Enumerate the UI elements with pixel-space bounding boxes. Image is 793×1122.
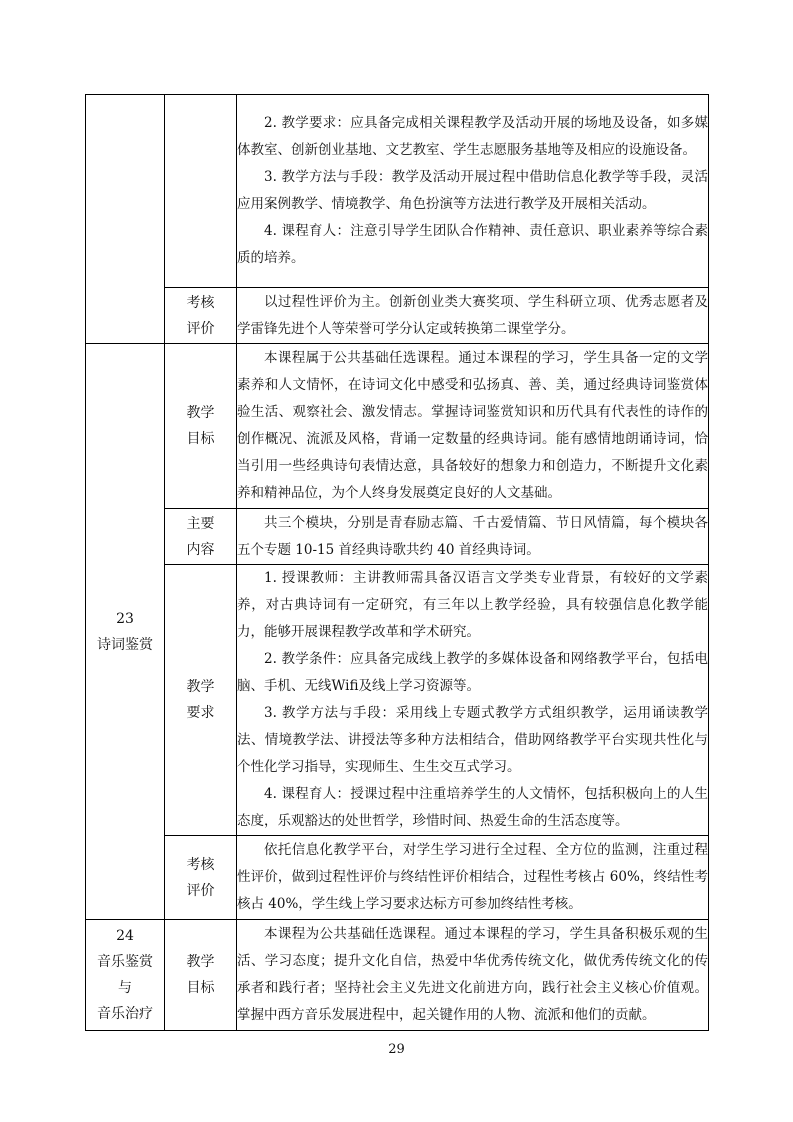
paragraph: 共三个模块，分别是青春励志篇、千古爱情篇、节日风情篇，每个模块各五个专题 10-15 首经典诗歌共约 40 首经典诗词。 <box>237 514 708 558</box>
paragraph: 本课程属于公共基础任选课程。通过本课程的学习，学生具备一定的文学素养和人文情怀，在诗词文化中感受和弘扬真、善、美，通过经典诗词鉴赏体验生活、观察社会、激发情志。掌握诗词鉴赏知识和历代具有代表性的诗作的创作概况、流派及风格，背诵一定数量的经典诗词。能有感情地朗诵诗词，恰当引用一些经典诗句表情达意，具备较好的想象力和创造力，不断提升文化素养和精神品位，为个人终身发展奠定良好的人文基础。 <box>237 350 708 501</box>
paragraph: 3. 教学方法与手段：教学及活动开展过程中借助信息化教学等手段，灵活应用案例教学、情境教学、角色扮演等方法进行教学及开展相关活动。 <box>237 169 708 212</box>
paragraph: 4. 课程育人：注意引导学生团队合作精神、责任意识、职业素养等综合素质的培养。 <box>237 223 708 266</box>
content-cell <box>237 509 709 565</box>
content-cell <box>237 565 709 836</box>
paragraph: 2. 教学条件：应具备完成线上教学的多媒体设备和网络教学平台，包括电脑、手机、无线Wifi及线上学习资源等。 <box>237 651 708 694</box>
label-text: 评价 <box>186 882 215 899</box>
label-cell <box>165 95 237 288</box>
content-cell <box>237 920 709 1031</box>
content-cell <box>237 288 709 344</box>
course-name-line: 与 <box>118 980 132 996</box>
label-text: 评价 <box>186 320 215 337</box>
label-cell <box>165 920 237 1031</box>
course-number: 23 <box>116 610 134 627</box>
label-text: 考核 <box>186 294 215 311</box>
label-text: 考核 <box>186 856 215 873</box>
label-cell <box>165 836 237 920</box>
content-cell <box>237 836 709 920</box>
content-cell <box>237 95 709 288</box>
course-name-line: 音乐鉴赏 <box>97 954 153 970</box>
table-row <box>86 920 709 1031</box>
paragraph: 4. 课程育人：授课过程中注重培养学生的人文情怀，包括积极向上的人生态度，乐观豁达的处世哲学，珍惜时间、热爱生命的生活态度等。 <box>237 786 708 829</box>
paragraph: 1. 授课教师：主讲教师需具备汉语言文学类专业背景，有较好的文学素养，对古典诗词有一定研究，有三年以上教学经验，具有较强信息化教学能力，能够开展课程教学改革和学术研究。 <box>237 570 708 640</box>
page-number: 29 <box>388 1042 405 1057</box>
paragraph: 依托信息化教学平台，对学生学习进行全过程、全方位的监测，注重过程性评价，做到过程性评价与终结性评价相结合，过程性考核占 60%，终结性考核占 40%，学生线上学习要求达标方可参加终结性考核。 <box>237 842 708 912</box>
label-cell <box>165 288 237 344</box>
label-cell <box>165 509 237 565</box>
course-name-line: 音乐治疗 <box>97 1006 153 1022</box>
label-text: 目标 <box>186 431 215 447</box>
table-row <box>86 509 709 565</box>
label-text: 教学 <box>186 679 215 695</box>
course-number: 24 <box>116 928 134 944</box>
label-text: 内容 <box>186 541 215 558</box>
course-cell-22 <box>86 95 165 344</box>
label-cell <box>165 344 237 509</box>
course-cell-24 <box>86 920 165 1031</box>
paragraph: 以过程性评价为主。创新创业类大赛奖项、学生科研立项、优秀志愿者及学雷锋先进个人等荣誉可学分认定或转换第二课堂学分。 <box>237 293 708 337</box>
label-text: 教学 <box>186 405 215 421</box>
paragraph: 本课程为公共基础任选课程。通过本课程的学习，学生具备积极乐观的生活、学习态度；提升文化自信，热爱中华优秀传统文化，做优秀传统文化的传承者和践行者；坚持社会主义先进文化前进方向，践行社会主义核心价值观。掌握中西方音乐发展进程中，起关键作用的人物、流派和他们的贡献。 <box>237 926 708 1023</box>
course-cell-23 <box>86 344 165 920</box>
paragraph: 3. 教学方法与手段：采用线上专题式教学方式组织教学，运用诵读教学法、情境教学法、讲授法等多种方法相结合，借助网络教学平台实现共性化与个性化学习指导，实现师生、生生交互式学习。 <box>237 705 708 775</box>
course-table <box>85 94 709 1031</box>
label-text: 主要 <box>186 515 215 532</box>
table-row <box>86 95 709 288</box>
label-text: 教学 <box>186 954 215 970</box>
table-row <box>86 565 709 836</box>
label-cell <box>165 565 237 836</box>
table-row <box>86 288 709 344</box>
table-row <box>86 344 709 509</box>
table-row <box>86 836 709 920</box>
content-cell <box>237 344 709 509</box>
paragraph: 2. 教学要求：应具备完成相关课程教学及活动开展的场地及设备，如多媒体教室、创新创业基地、文艺教室、学生志愿服务基地等及相应的设施设备。 <box>237 115 708 158</box>
label-text: 要求 <box>186 705 215 721</box>
course-name: 诗词鉴赏 <box>97 636 153 653</box>
label-text: 目标 <box>186 980 215 996</box>
